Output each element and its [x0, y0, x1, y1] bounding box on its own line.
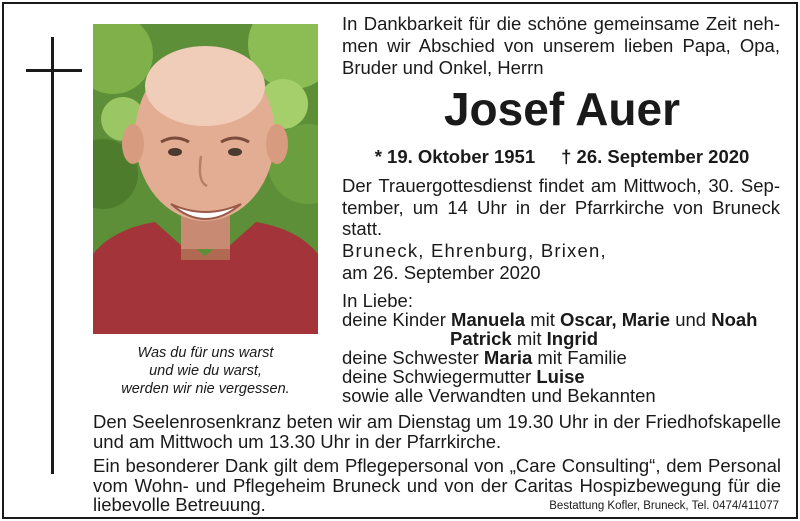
mourners-sister: [342, 348, 627, 368]
place-line: am 26. September 2020: [342, 262, 541, 283]
cross-icon: [51, 37, 54, 474]
cross-icon-bar: [26, 69, 82, 72]
quote-line: und wie du warst,: [149, 363, 262, 379]
mourners-relatives: sowie alle Verwandten und Bekannten: [342, 385, 656, 406]
deceased-name: Josef Auer: [443, 83, 681, 135]
mourners-heading: In Liebe:: [342, 290, 413, 311]
intro-line: Bruder und Onkel, Herrn: [342, 57, 544, 78]
mourner-name: Luise: [536, 366, 585, 387]
death-date: † 26. September 2020: [561, 146, 750, 167]
service-line: tember, um 14 Uhr in der Pfarrkirche von Bruneck: [342, 197, 780, 218]
service-line: Der Trauergottesdienst findet am Mittwoch, 30. Sep-: [342, 175, 780, 196]
mourner-name: Oscar, Marie: [560, 309, 671, 330]
rosary-line: Den Seelenrosenkranz beten wir am Dienstag um 19.30 Uhr in der Friedhofskapelle: [93, 411, 781, 432]
rosary-line: und am Mittwoch um 13.30 Uhr in der Pfarrkirche.: [93, 431, 502, 452]
birth-date: * 19. Oktober 1951: [374, 146, 536, 167]
mourners-children: [342, 310, 757, 330]
thanks-line: vom Wohn- und Pflegeheim Bruneck und von der Caritas Hospizbewegung für die: [93, 475, 781, 496]
intro-line: In Dankbarkeit für die schöne gemeinsame Zeit neh-: [342, 13, 780, 34]
text-fragment: mit Familie: [537, 347, 627, 368]
mourner-name: Noah: [711, 309, 758, 330]
portrait-photo: [93, 24, 318, 334]
mourner-name: Manuela: [451, 309, 526, 330]
quote-line: werden wir nie vergessen.: [121, 381, 290, 397]
quote-line: Was du für uns warst: [137, 345, 274, 361]
text-fragment: und: [675, 309, 707, 330]
mourners-children-2: [450, 329, 598, 349]
text-fragment: deine Kinder: [342, 309, 446, 330]
intro-line: men wir Abschied von unserem lieben Papa, Opa,: [342, 35, 780, 56]
mourner-name: Ingrid: [546, 328, 599, 349]
life-dates: [342, 146, 782, 168]
text-fragment: deine Schwiegermutter: [342, 366, 532, 387]
obituary-frame: [2, 2, 798, 519]
undertaker-credit: Bestattung Kofler, Bruneck, Tel. 0474/411077: [549, 500, 779, 512]
mourner-name: Maria: [483, 347, 533, 368]
text-fragment: mit: [530, 309, 555, 330]
thanks-line: liebevolle Betreuung.: [93, 494, 266, 515]
memorial-quote: [93, 344, 318, 398]
mourners-motherinlaw: [342, 367, 585, 387]
mourner-name: Patrick: [450, 328, 512, 349]
text-fragment: mit: [516, 328, 542, 349]
text-fragment: deine Schwester: [342, 347, 479, 368]
place-line: Bruneck, Ehrenburg, Brixen,: [342, 240, 607, 261]
thanks-line: Ein besonderer Dank gilt dem Pflegepersonal von „Care Consulting“, dem Personal: [93, 455, 781, 476]
service-line: statt.: [342, 218, 383, 239]
